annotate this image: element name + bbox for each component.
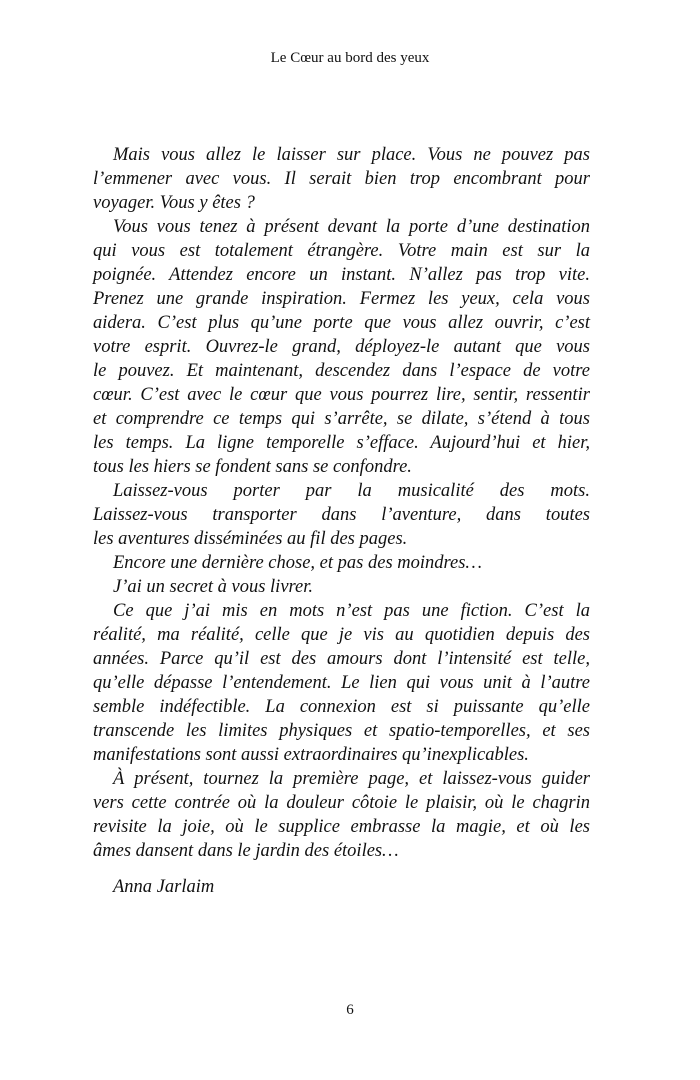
text-line: les aventures disséminées au fil des pages. [93, 529, 408, 549]
text-line: manifestations sont aussi extraordinaires qu’inexplicables. [93, 745, 529, 765]
paragraph [93, 575, 590, 599]
text-line: poignée. Attendez encore un instant. N’allez pas trop vite. [93, 265, 590, 285]
text-line: l’emmener avec vous. Il serait bien trop encombrant pour [93, 169, 590, 189]
text-line: semble indéfectible. La connexion est si puissante qu’elle [93, 697, 590, 717]
paragraph [93, 599, 590, 767]
text-line: J’ai un secret à vous livrer. [113, 577, 314, 597]
text-line: et comprendre ce temps qui s’arrête, se dilate, s’étend à tous [93, 409, 590, 429]
text-line: le pouvez. Et maintenant, descendez dans l’espace de votre [93, 361, 590, 381]
text-line: Encore une dernière chose, et pas des moindres… [113, 553, 482, 573]
text-line: votre esprit. Ouvrez-le grand, déployez-le autant que vous [93, 337, 590, 357]
text-line: voyager. Vous y êtes ? [93, 193, 255, 213]
text-line: qu’elle dépasse l’entendement. Le lien qui vous unit à l’autre [93, 673, 590, 693]
paragraph [93, 551, 590, 575]
text-line: Ce que j’ai mis en mots n’est pas une fiction. C’est la [113, 601, 590, 621]
text-line: aidera. C’est plus qu’une porte que vous allez ouvrir, c’est [93, 313, 590, 333]
text-line: réalité, ma réalité, celle que je vis au quotidien depuis des [93, 625, 590, 645]
text-line: Mais vous allez le laisser sur place. Vous ne pouvez pas [113, 145, 590, 165]
text-line: les temps. La ligne temporelle s’efface. Aujourd’hui et hier, [93, 433, 590, 453]
running-header: Le Cœur au bord des yeux [270, 50, 430, 66]
text-line: Laissez-vous porter par la musicalité des mots. [113, 481, 590, 501]
text-line: revisite la joie, où le supplice embrasse la magie, et où les [93, 817, 590, 837]
text-line: cœur. C’est avec le cœur que vous pourrez lire, sentir, ressentir [93, 385, 590, 405]
text-line: Prenez une grande inspiration. Fermez les yeux, cela vous [93, 289, 590, 309]
page-body [93, 143, 590, 899]
text-line: Vous vous tenez à présent devant la porte d’une destination [113, 217, 590, 237]
text-line: tous les hiers se fondent sans se confondre. [93, 457, 412, 477]
text-line: Laissez-vous transporter dans l’aventure, dans toutes [93, 505, 590, 525]
text-line: vers cette contrée où la douleur côtoie le plaisir, où le chagrin [93, 793, 590, 813]
text-line: À présent, tournez la première page, et laissez-vous guider [113, 769, 590, 789]
paragraph [93, 215, 590, 479]
author-signature: Anna Jarlaim [113, 877, 215, 897]
text-line: transcende les limites physiques et spatio-temporelles, et ses [93, 721, 590, 741]
paragraph [93, 767, 590, 863]
paragraph [93, 479, 590, 551]
page-number: 6 [346, 1002, 354, 1018]
paragraph [93, 143, 590, 215]
text-line: qui vous est totalement étrangère. Votre main est sur la [93, 241, 590, 261]
text-line: années. Parce qu’il est des amours dont l’intensité est telle, [93, 649, 590, 669]
text-line: âmes dansent dans le jardin des étoiles… [93, 841, 399, 861]
